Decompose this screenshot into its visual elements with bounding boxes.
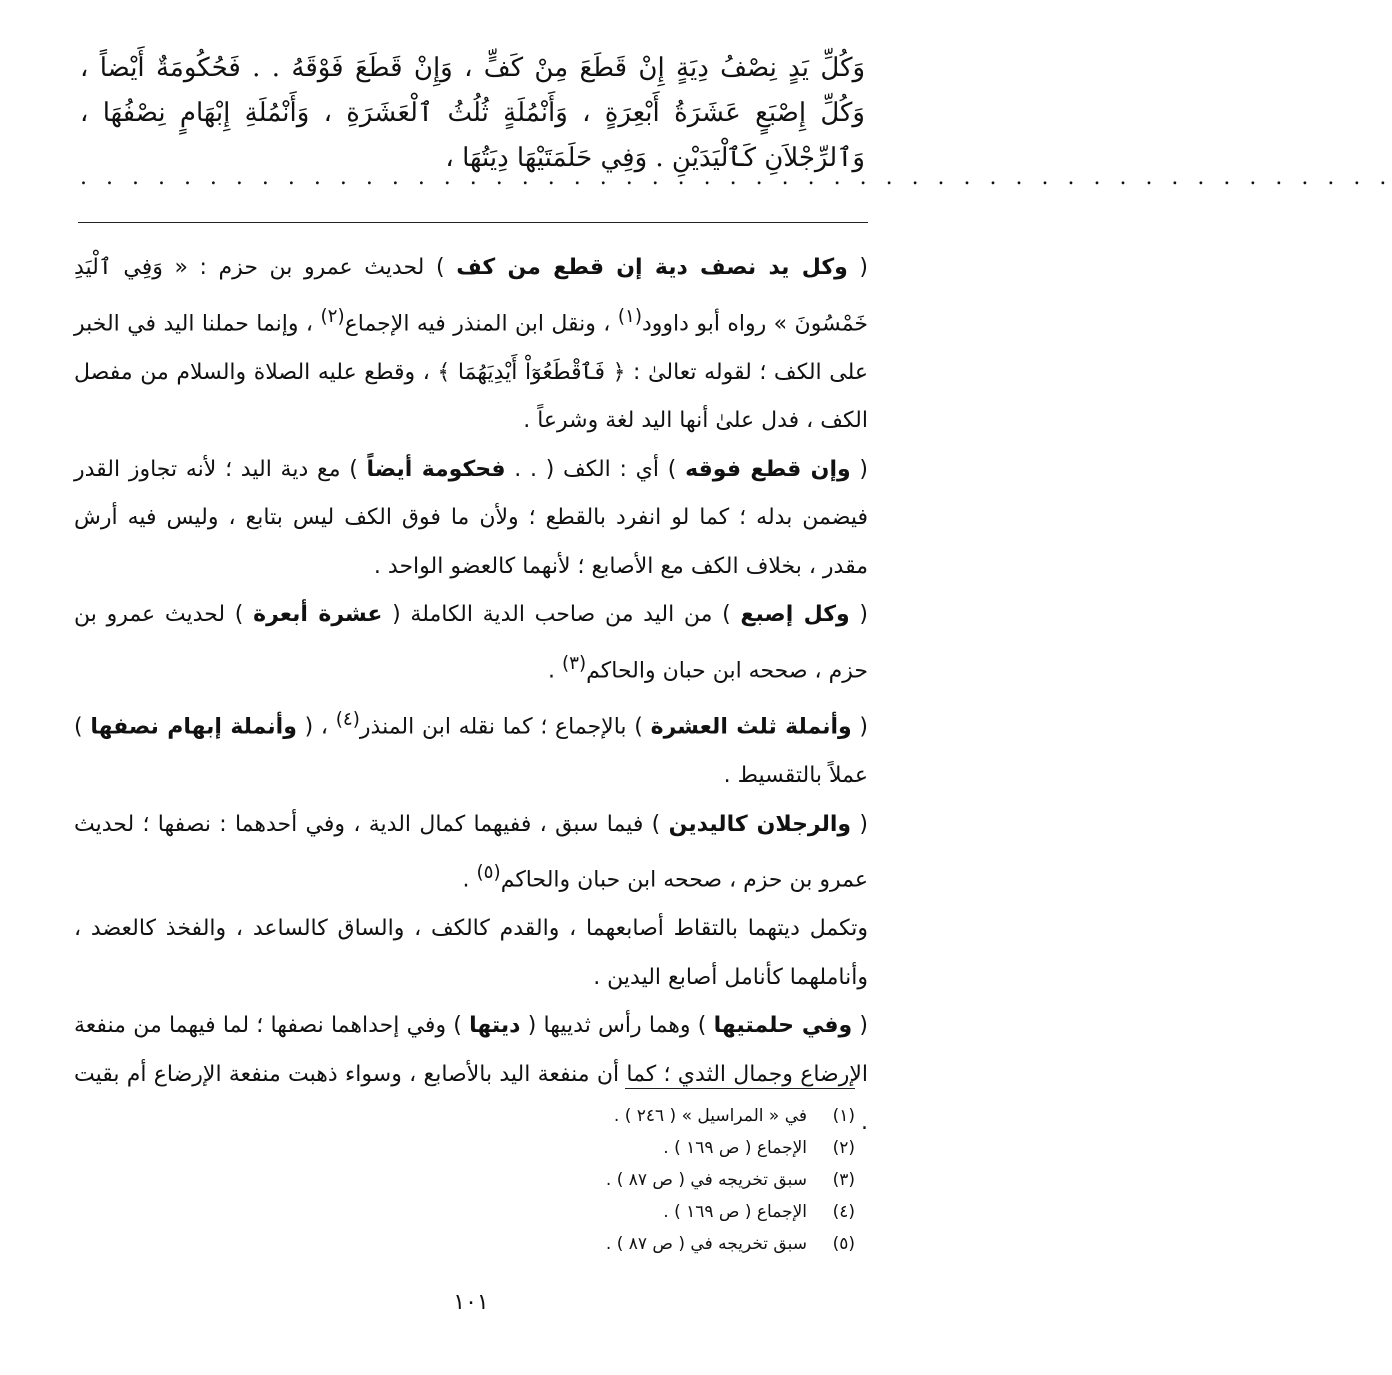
quoted-matn: فحكومة أيضاً — [366, 456, 506, 482]
footnote-item — [400, 1228, 855, 1260]
footnote-text: سبق تخريجه في ( ص ٨٧ ) . — [605, 1170, 807, 1190]
quoted-matn: وكل يد نصف دية إن قطع من كف — [456, 255, 848, 280]
quoted-matn: وأنملة إبهام نصفها — [90, 714, 297, 740]
footnote-ref-5[interactable]: (٥) — [476, 862, 501, 884]
footnote-number: (١) — [832, 1106, 855, 1126]
quoted-matn: ديتها — [469, 1013, 521, 1039]
footnote-text: في « المراسيل » ( ٢٤٦ ) . — [613, 1106, 807, 1126]
quoted-matn: وفي حلمتيها — [713, 1013, 853, 1039]
footnote-item — [400, 1100, 855, 1132]
footnote-ref-1[interactable]: (١) — [617, 305, 642, 327]
footnote-ref-3[interactable]: (٣) — [561, 653, 587, 675]
footnote-item — [400, 1132, 855, 1164]
footnote-item — [400, 1196, 855, 1228]
quoted-matn: وكل إصبع — [740, 602, 850, 628]
footnotes-block — [400, 1100, 855, 1260]
footnote-number: (٤) — [832, 1202, 855, 1222]
footnote-ref-2[interactable]: (٢) — [320, 305, 345, 327]
footnote-text: الإجماع ( ص ١٦٩ ) . — [663, 1138, 807, 1158]
commentary-paragraph-6: وتكمل ديتهما بالتقاط أصابعهما ، والقدم كالكف ، والساق كالساعد ، والفخذ كالعضد ، وأناملهما كأنامل أصابع اليدين . — [74, 916, 868, 990]
quoted-matn: وإن قطع فوقه — [685, 456, 851, 482]
commentary-paragraph-4: ( وأنملة ثلث العشرة ) بالإجماع ؛ كما نقله ابن المنذر$^{(٤)}$ ، ( وأنملة إبهام نصفها ) عملاً بالتقسيط . — [74, 709, 869, 788]
footnote-item — [400, 1164, 855, 1196]
matn-text-block — [80, 46, 865, 181]
footnote-text: سبق تخريجه في ( ص ٨٧ ) . — [605, 1234, 807, 1254]
commentary-paragraph-3: ( وكل إصبع ) من اليد من صاحب الدية الكاملة ( عشرة أبعرة ) لحديث عمرو بن حزم ، صححه ابن حبان والحاكم$^{(٣)}$ . — [74, 602, 869, 684]
footnote-ref-4[interactable]: (٤) — [335, 709, 360, 730]
commentary-paragraph-7: ( وفي حلمتيها ) وهما رأس ثدييها ( ديتها ) وفي إحداهما نصفها ؛ لما فيهما من منفعة الإرضاع وجمال الثدي ؛ كما أن منفعة اليد بالأصابع ، وسواء ذهبت منفعة الإرضاع أم بقيت . — [74, 1013, 869, 1136]
separator-rule — [78, 222, 868, 223]
quoted-matn: عشرة أبعرة — [253, 602, 383, 628]
commentary-paragraph-1: ( وكل يد نصف دية إن قطع من كف ) لحديث عمرو بن حزم : « وَفِي ٱلْيَدِ خَمْسُونَ » رواه أبو داوود$^{(١)}$ ، ونقل ابن المنذر فيه الإجماع$^{(٢)}$ ، وإنما حملنا اليد في الخبر على الكف ؛ لقوله تعالىٰ : ﴿ فَٱقْطَعُوٓاْ أَيْدِيَهُمَا ﴾ ، وقطع عليه الصلاة والسلام من مفصل الكف ، فدل علىٰ أنها اليد لغة وشرعاً . — [74, 255, 869, 434]
footnote-number: (٣) — [832, 1170, 855, 1190]
commentary-paragraph-5: ( والرجلان كاليدين ) فيما سبق ، ففيهما كمال الدية ، وفي أحدهما : نصفها ؛ لحديث عمرو بن حزم ، صححه ابن حبان والحاكم$^{(٥)}$ . — [74, 811, 868, 893]
page-number: ١٠١ — [453, 1290, 489, 1315]
footnote-number: (٢) — [832, 1138, 855, 1158]
footnote-text: الإجماع ( ص ١٦٩ ) . — [663, 1202, 807, 1222]
quoted-matn: وأنملة ثلث العشرة — [650, 714, 852, 740]
commentary-block — [74, 244, 868, 1148]
footnote-rule — [625, 1088, 855, 1089]
footnote-number: (٥) — [832, 1234, 855, 1254]
commentary-paragraph-2: ( وإن قطع فوقه ) أي : الكف ( . . فحكومة أيضاً ) مع دية اليد ؛ لأنه تجاوز القدر فيضمن بدله ؛ كما لو انفرد بالقطع ؛ ولأن ما فوق الكف ليس بتابع ، وليس فيه أرش مقدر ، بخلاف الكف مع الأصابع ؛ لأنهما كالعضو الواحد . — [74, 456, 869, 579]
matn-paragraph: وَكُلِّ يَدٍ نِصْفُ دِيَةٍ إِنْ قَطَعَ مِنْ كَفٍّ ، وَإِنْ قَطَعَ فَوْقَهُ . . فَحُكُومَةٌ أَيْضاً ، وَكُلِّ إِصْبَعٍ عَشَرَةُ أَبْعِرَةٍ ، وَأَنْمُلَةٍ ثُلُثُ ٱلْعَشَرَةِ ، وَأَنْمُلَةِ إِبْهَامٍ نِصْفُهَا ، وَٱلرِّجْلاَنِ كَٱلْيَدَيْنِ . وَفِي حَلَمَتَيْهَا دِيَتُهَا ، — [80, 53, 865, 173]
quoted-matn: والرجلان كاليدين — [668, 811, 852, 837]
ellipsis-dots: . . . . . . . . . . . . . . . . . . . . . . . . . . . . . . . . . . . . . . . . . . . . . . . . . . . — [80, 165, 1392, 190]
